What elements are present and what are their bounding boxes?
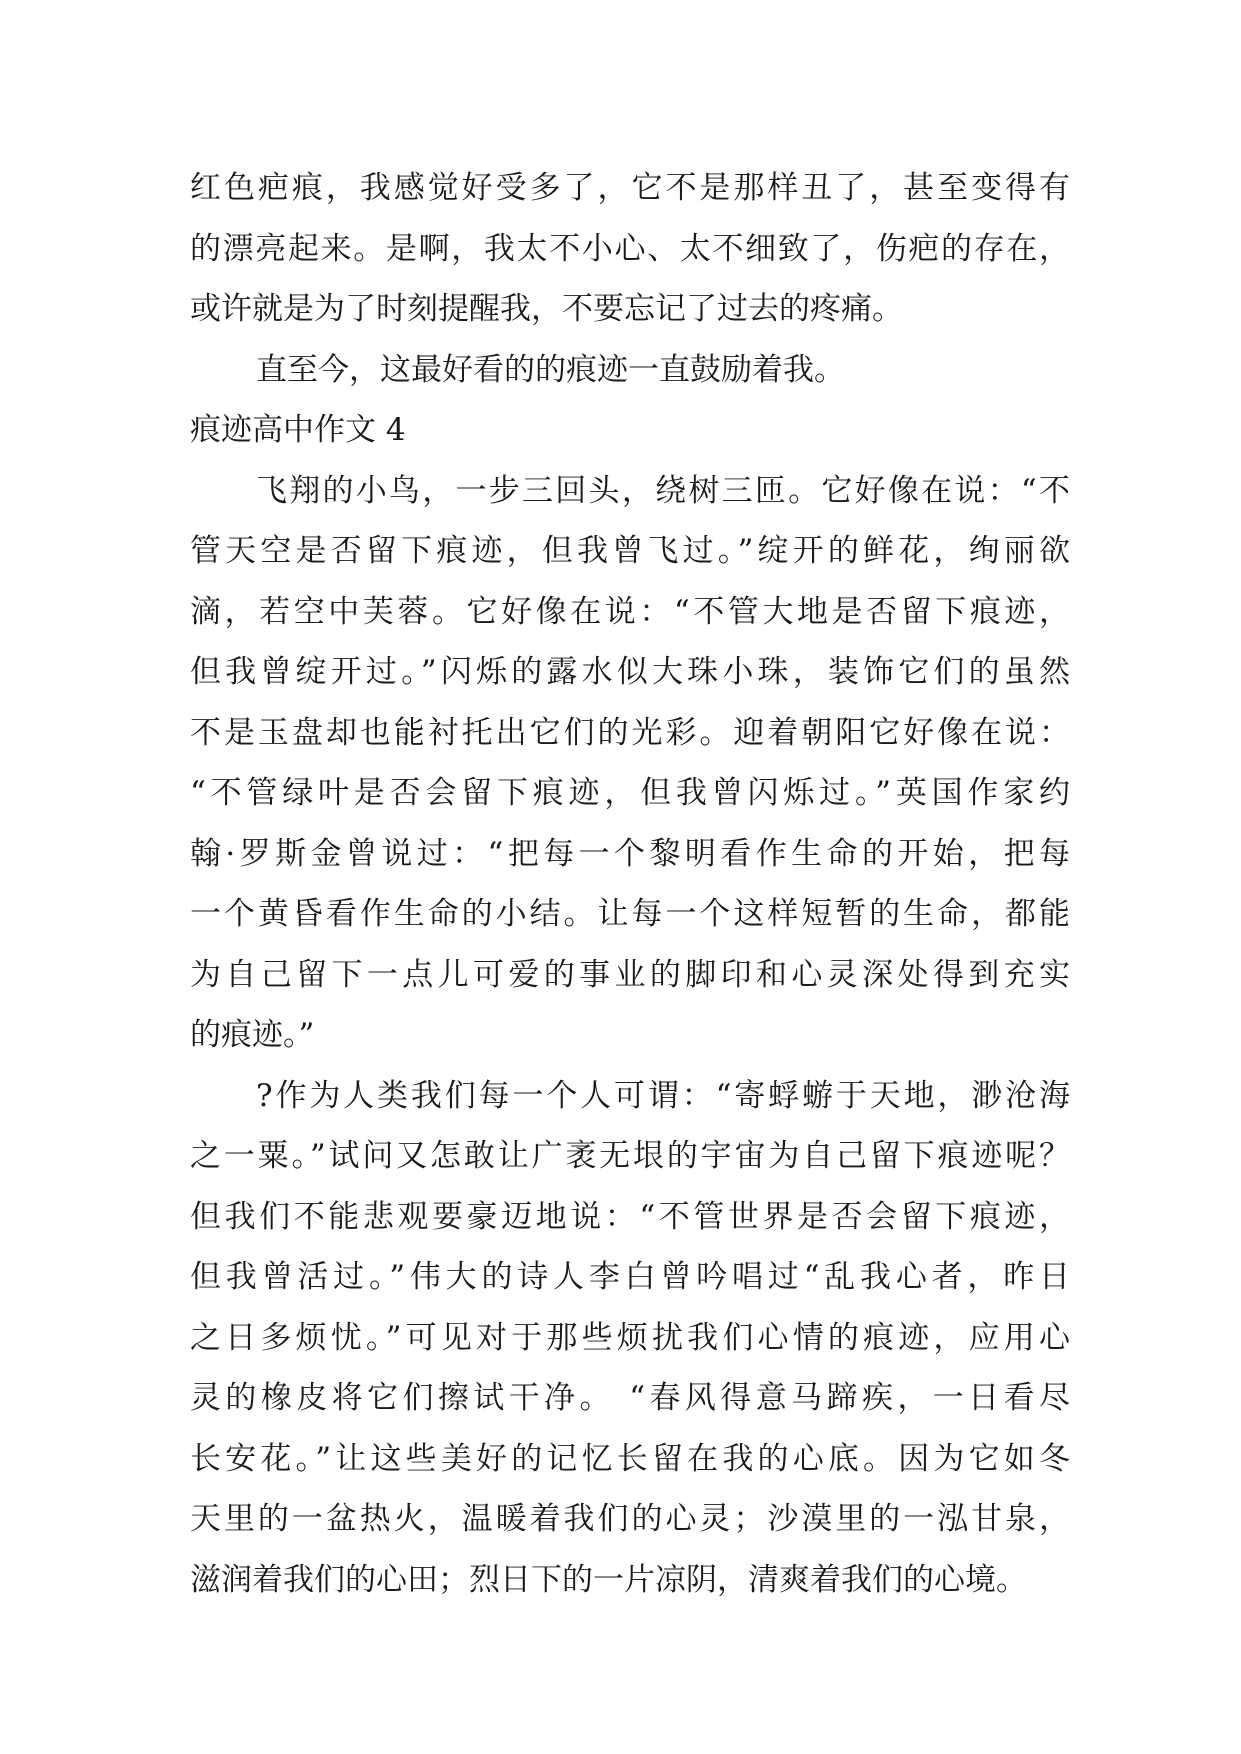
text-line: 但我曾活过。”伟大的诗人李白曾吟唱过“乱我心者，昨日 [190, 1259, 1070, 1295]
text-line: 的痕迹。” [190, 1017, 315, 1053]
text-line: 不是玉盘却也能衬托出它们的光彩。迎着朝阳它好像在说： [190, 714, 1070, 751]
text-line: 或许就是为了时刻提醒我，不要忘记了过去的疼痛。 [190, 291, 903, 327]
text-line: 灵的橡皮将它们擦试干净。 “春风得意马蹄疾，一日看尽 [190, 1380, 1070, 1416]
section-title: 痕迹高中作文 4 [190, 412, 406, 448]
text-line: 翰·罗斯金曾说过：“把每一个黎明看作生命的开始，把每 [190, 835, 1070, 872]
text-line: 滴，若空中芙蓉。它好像在说：“不管大地是否留下痕迹， [190, 593, 1070, 630]
text-line: 飞翔的小鸟，一步三回头，绕树三匝。它好像在说：“不 [256, 472, 1070, 509]
text-line: 的漂亮起来。是啊，我太不小心、太不细致了，伤疤的存在， [190, 230, 1070, 267]
text-line: 但我们不能悲观要豪迈地说：“不管世界是否会留下痕迹， [190, 1198, 1070, 1235]
text-line: “不管绿叶是否会留下痕迹，但我曾闪烁过。”英国作家约 [190, 775, 1070, 811]
closing-sentence: 直至今，这最好看的的痕迹一直鼓励着我。 [256, 351, 845, 388]
text-line: 为自己留下一点儿可爱的事业的脚印和心灵深处得到充实 [190, 956, 1070, 993]
text-line: 一个黄昏看作生命的小结。让每一个这样短暂的生命，都能 [190, 896, 1070, 932]
essay-body [190, 158, 1070, 1610]
text-line: 但我曾绽开过。”闪烁的露水似大珠小珠，装饰它们的虽然 [190, 654, 1070, 690]
text-line: 管天空是否留下痕迹，但我曾飞过。”绽开的鲜花，绚丽欲 [190, 533, 1070, 569]
text-line: 红色疤痕，我感觉好受多了，它不是那样丑了，甚至变得有 [190, 170, 1070, 206]
text-line: 天里的一盆热火，温暖着我们的心灵；沙漠里的一泓甘泉， [190, 1501, 1070, 1537]
text-line: 滋润着我们的心田；烈日下的一片凉阴，清爽着我们的心境。 [190, 1561, 1027, 1598]
text-line: 长安花。”让这些美好的记忆长留在我的心底。因为它如冬 [190, 1440, 1070, 1477]
text-line: ?作为人类我们每一个人可谓：“寄蜉蝣于天地，渺沧海 [256, 1077, 1070, 1114]
text-line: 之日多烦忧。”可见对于那些烦扰我们心情的痕迹，应用心 [190, 1319, 1070, 1356]
text-line: 之一粟。”试问又怎敢让广袤无垠的宇宙为自己留下痕迹呢？ [190, 1138, 1070, 1174]
